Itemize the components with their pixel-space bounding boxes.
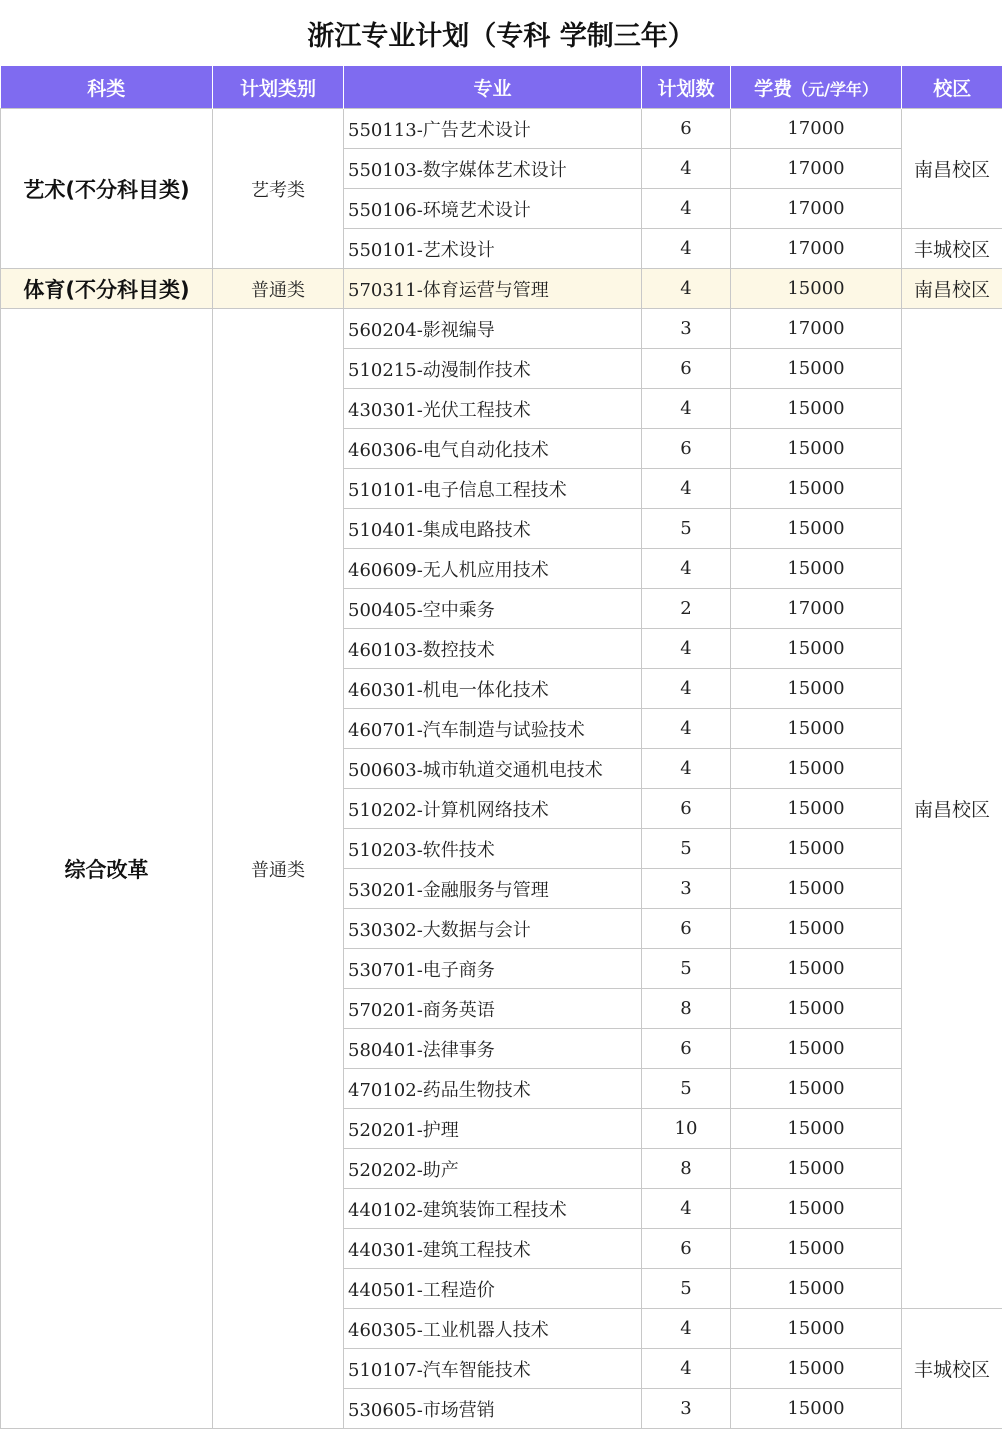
major-cell: 430301-光伏工程技术 bbox=[344, 389, 642, 429]
major-cell: 570201-商务英语 bbox=[344, 989, 642, 1029]
count-cell: 5 bbox=[642, 1069, 731, 1109]
major-cell: 530201-金融服务与管理 bbox=[344, 869, 642, 909]
major-cell: 510401-集成电路技术 bbox=[344, 509, 642, 549]
major-cell: 530302-大数据与会计 bbox=[344, 909, 642, 949]
major-cell: 570311-体育运营与管理 bbox=[344, 269, 642, 309]
count-cell: 6 bbox=[642, 1029, 731, 1069]
fee-cell: 15000 bbox=[731, 469, 902, 509]
count-cell: 5 bbox=[642, 509, 731, 549]
count-cell: 4 bbox=[642, 1189, 731, 1229]
count-cell: 6 bbox=[642, 789, 731, 829]
count-cell: 4 bbox=[642, 389, 731, 429]
major-cell: 510203-软件技术 bbox=[344, 829, 642, 869]
fee-cell: 17000 bbox=[731, 109, 902, 149]
fee-cell: 15000 bbox=[731, 629, 902, 669]
header-plan-count: 计划数 bbox=[642, 66, 731, 109]
major-cell: 470102-药品生物技术 bbox=[344, 1069, 642, 1109]
count-cell: 4 bbox=[642, 749, 731, 789]
count-cell: 6 bbox=[642, 429, 731, 469]
fee-cell: 15000 bbox=[731, 909, 902, 949]
major-cell: 460701-汽车制造与试验技术 bbox=[344, 709, 642, 749]
count-cell: 6 bbox=[642, 909, 731, 949]
count-cell: 5 bbox=[642, 829, 731, 869]
campus-cell: 丰城校区 bbox=[902, 229, 1002, 269]
major-cell: 520202-助产 bbox=[344, 1149, 642, 1189]
fee-cell: 15000 bbox=[731, 1269, 902, 1309]
fee-cell: 15000 bbox=[731, 669, 902, 709]
fee-cell: 15000 bbox=[731, 429, 902, 469]
count-cell: 3 bbox=[642, 1389, 731, 1429]
count-cell: 4 bbox=[642, 469, 731, 509]
count-cell: 4 bbox=[642, 669, 731, 709]
major-cell: 510215-动漫制作技术 bbox=[344, 349, 642, 389]
major-cell: 460306-电气自动化技术 bbox=[344, 429, 642, 469]
plan-type-cell-sports: 普通类 bbox=[213, 269, 344, 309]
major-cell: 550106-环境艺术设计 bbox=[344, 189, 642, 229]
major-cell: 440102-建筑装饰工程技术 bbox=[344, 1189, 642, 1229]
major-cell: 510101-电子信息工程技术 bbox=[344, 469, 642, 509]
fee-cell: 17000 bbox=[731, 309, 902, 349]
count-cell: 3 bbox=[642, 309, 731, 349]
major-cell: 510202-计算机网络技术 bbox=[344, 789, 642, 829]
count-cell: 4 bbox=[642, 709, 731, 749]
fee-cell: 15000 bbox=[731, 829, 902, 869]
count-cell: 4 bbox=[642, 149, 731, 189]
campus-cell: 南昌校区 bbox=[902, 109, 1002, 229]
fee-cell: 17000 bbox=[731, 229, 902, 269]
major-cell: 510107-汽车智能技术 bbox=[344, 1349, 642, 1389]
header-category: 科类 bbox=[1, 66, 213, 109]
major-cell: 460103-数控技术 bbox=[344, 629, 642, 669]
major-cell: 550103-数字媒体艺术设计 bbox=[344, 149, 642, 189]
count-cell: 6 bbox=[642, 1229, 731, 1269]
fee-cell: 15000 bbox=[731, 1229, 902, 1269]
plan-type-cell-art: 艺考类 bbox=[213, 109, 344, 269]
fee-cell: 15000 bbox=[731, 989, 902, 1029]
count-cell: 4 bbox=[642, 629, 731, 669]
count-cell: 4 bbox=[642, 189, 731, 229]
major-cell: 440301-建筑工程技术 bbox=[344, 1229, 642, 1269]
fee-cell: 15000 bbox=[731, 789, 902, 829]
fee-cell: 15000 bbox=[731, 549, 902, 589]
fee-cell: 15000 bbox=[731, 509, 902, 549]
major-cell: 530605-市场营销 bbox=[344, 1389, 642, 1429]
page-title: 浙江专业计划（专科 学制三年） bbox=[307, 20, 695, 52]
fee-cell: 15000 bbox=[731, 1189, 902, 1229]
fee-cell: 15000 bbox=[731, 349, 902, 389]
count-cell: 6 bbox=[642, 349, 731, 389]
fee-cell: 15000 bbox=[731, 389, 902, 429]
header-campus: 校区 bbox=[902, 66, 1002, 109]
major-cell: 580401-法律事务 bbox=[344, 1029, 642, 1069]
fee-cell: 15000 bbox=[731, 949, 902, 989]
count-cell: 8 bbox=[642, 989, 731, 1029]
fee-cell: 15000 bbox=[731, 869, 902, 909]
count-cell: 5 bbox=[642, 949, 731, 989]
fee-cell: 15000 bbox=[731, 1029, 902, 1069]
fee-cell: 15000 bbox=[731, 1309, 902, 1349]
count-cell: 5 bbox=[642, 1269, 731, 1309]
major-cell: 520201-护理 bbox=[344, 1109, 642, 1149]
fee-cell: 15000 bbox=[731, 1389, 902, 1429]
category-cell-reform: 综合改革 bbox=[1, 309, 213, 1429]
count-cell: 4 bbox=[642, 1309, 731, 1349]
fee-cell: 15000 bbox=[731, 709, 902, 749]
count-cell: 4 bbox=[642, 269, 731, 309]
count-cell: 8 bbox=[642, 1149, 731, 1189]
fee-cell: 15000 bbox=[731, 1349, 902, 1389]
plan-table bbox=[0, 66, 1002, 1429]
category-cell-art: 艺术(不分科目类) bbox=[1, 109, 213, 269]
header-tuition bbox=[731, 66, 902, 109]
major-cell: 550101-艺术设计 bbox=[344, 229, 642, 269]
major-cell: 550113-广告艺术设计 bbox=[344, 109, 642, 149]
count-cell: 4 bbox=[642, 1349, 731, 1389]
count-cell: 3 bbox=[642, 869, 731, 909]
major-cell: 500603-城市轨道交通机电技术 bbox=[344, 749, 642, 789]
count-cell: 4 bbox=[642, 549, 731, 589]
fee-cell: 17000 bbox=[731, 189, 902, 229]
fee-cell: 17000 bbox=[731, 589, 902, 629]
count-cell: 6 bbox=[642, 109, 731, 149]
plan-type-cell-reform: 普通类 bbox=[213, 309, 344, 1429]
header-tuition-unit: （元/学年） bbox=[792, 79, 878, 99]
header-plan-type: 计划类别 bbox=[213, 66, 344, 109]
fee-cell: 17000 bbox=[731, 149, 902, 189]
major-cell: 560204-影视编导 bbox=[344, 309, 642, 349]
campus-cell: 丰城校区 bbox=[902, 1309, 1002, 1429]
count-cell: 2 bbox=[642, 589, 731, 629]
major-cell: 460305-工业机器人技术 bbox=[344, 1309, 642, 1349]
header-tuition-label: 学费 bbox=[754, 77, 793, 100]
major-cell: 500405-空中乘务 bbox=[344, 589, 642, 629]
fee-cell: 15000 bbox=[731, 1069, 902, 1109]
fee-cell: 15000 bbox=[731, 269, 902, 309]
count-cell: 10 bbox=[642, 1109, 731, 1149]
header-major: 专业 bbox=[344, 66, 642, 109]
fee-cell: 15000 bbox=[731, 749, 902, 789]
fee-cell: 15000 bbox=[731, 1149, 902, 1189]
major-cell: 460609-无人机应用技术 bbox=[344, 549, 642, 589]
campus-cell: 南昌校区 bbox=[902, 269, 1002, 309]
count-cell: 4 bbox=[642, 229, 731, 269]
table-header-row bbox=[1, 66, 1002, 109]
table-row bbox=[1, 309, 1002, 349]
table-row-highlighted bbox=[1, 269, 1002, 309]
campus-cell: 南昌校区 bbox=[902, 309, 1002, 1309]
major-cell: 440501-工程造价 bbox=[344, 1269, 642, 1309]
table-row bbox=[1, 109, 1002, 149]
major-cell: 530701-电子商务 bbox=[344, 949, 642, 989]
category-cell-sports: 体育(不分科目类) bbox=[1, 269, 213, 309]
major-cell: 460301-机电一体化技术 bbox=[344, 669, 642, 709]
fee-cell: 15000 bbox=[731, 1109, 902, 1149]
